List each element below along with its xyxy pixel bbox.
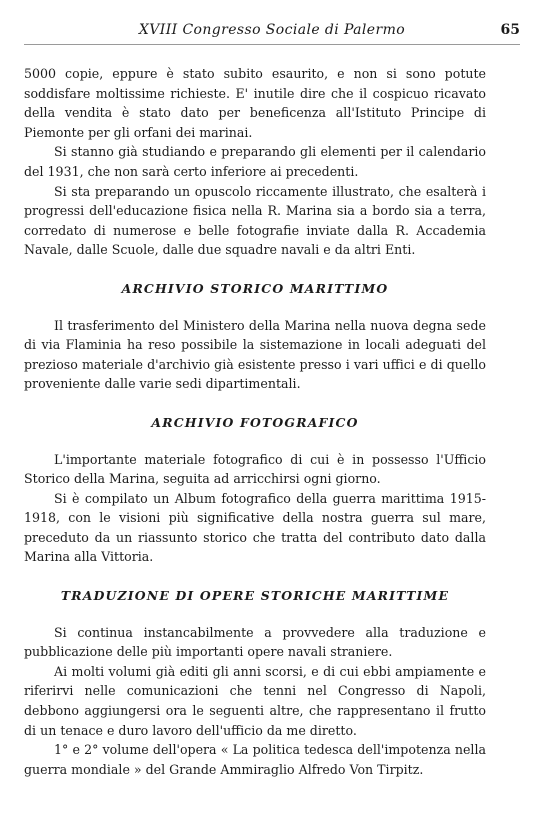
page-body xyxy=(24,64,486,779)
running-header-title: XVIII Congresso Sociale di Palermo xyxy=(138,22,406,38)
running-header xyxy=(24,22,520,45)
section-heading-archivio-storico: ARCHIVIO STORICO MARITTIMO xyxy=(121,280,389,296)
paragraph-album: Si è compilato un Album fotografico della guerra marittima 1915-1918, con le visioni più significative della nostra guerra sul mare, preceduto da un riassunto storico che tratta del contributo dato dalla Marina alla Vittoria. xyxy=(24,490,486,565)
page-number: 65 xyxy=(500,22,520,38)
section-heading-archivio-fotografico: ARCHIVIO FOTOGRAFICO xyxy=(151,414,359,430)
paragraph-volumi: Ai molti volumi già editi gli anni scorsi, e di cui ebbi ampiamente e riferirvi nelle comunicazioni che tenni nel Congresso di Napoli, debbono aggiungersi ora le seguenti altre, che rappresentano il frutto di un tenace e duro lavoro dell'ufficio da me diretto. xyxy=(24,663,486,738)
paragraph-calendar-sales: 5000 copie, eppure è stato subito esaurito, e non si sono potute soddisfare moltissime richieste. E' inutile dire che il cospicuo ricavato della vendita è stato dato per beneficenza all'Istituto Principe di Piemonte per gli orfani dei marinai. xyxy=(24,66,486,140)
paragraph-tirpitz: 1° e 2° volume dell'opera « La politica tedesca dell'impotenza nella guerra mondiale » del Grande Ammiraglio Alfredo Von Tirpitz. xyxy=(24,742,486,777)
paragraph-trasferimento: Il trasferimento del Ministero della Marina nella nuova degna sede di via Flaminia ha reso possibile la sistemazione in locali adeguati del prezioso materiale d'archivio già esistente presso i vari uffici e di quello proveniente dalle varie sedi dipartimentali. xyxy=(24,317,486,392)
paragraph-materiale-fotografico: L'importante materiale fotografico di cui è in possesso l'Ufficio Storico della Marina, seguita ad arricchirsi ogni giorno. xyxy=(24,451,486,487)
section-heading-traduzione: TRADUZIONE DI OPERE STORICHE MARITTIME xyxy=(60,588,450,604)
paragraph-traduzione: Si continua instancabilmente a provvedere alla traduzione e pubblicazione delle più importanti opere navali straniere. xyxy=(24,624,486,660)
paragraph-calendar-1931: Si stanno già studiando e preparando gli elementi per il calendario del 1931, che non sarà certo inferiore ai precedenti. xyxy=(24,144,486,179)
paragraph-opuscolo: Si sta preparando un opuscolo riccamente illustrato, che esalterà i progressi dell'educazione fisica nella R. Marina sia a bordo sia a terra, corredato di numerose e belle fotografie inviate dalla R. Accademia Navale, dalle Scuole, dalle due squadre navali e da altri Enti. xyxy=(24,183,486,258)
